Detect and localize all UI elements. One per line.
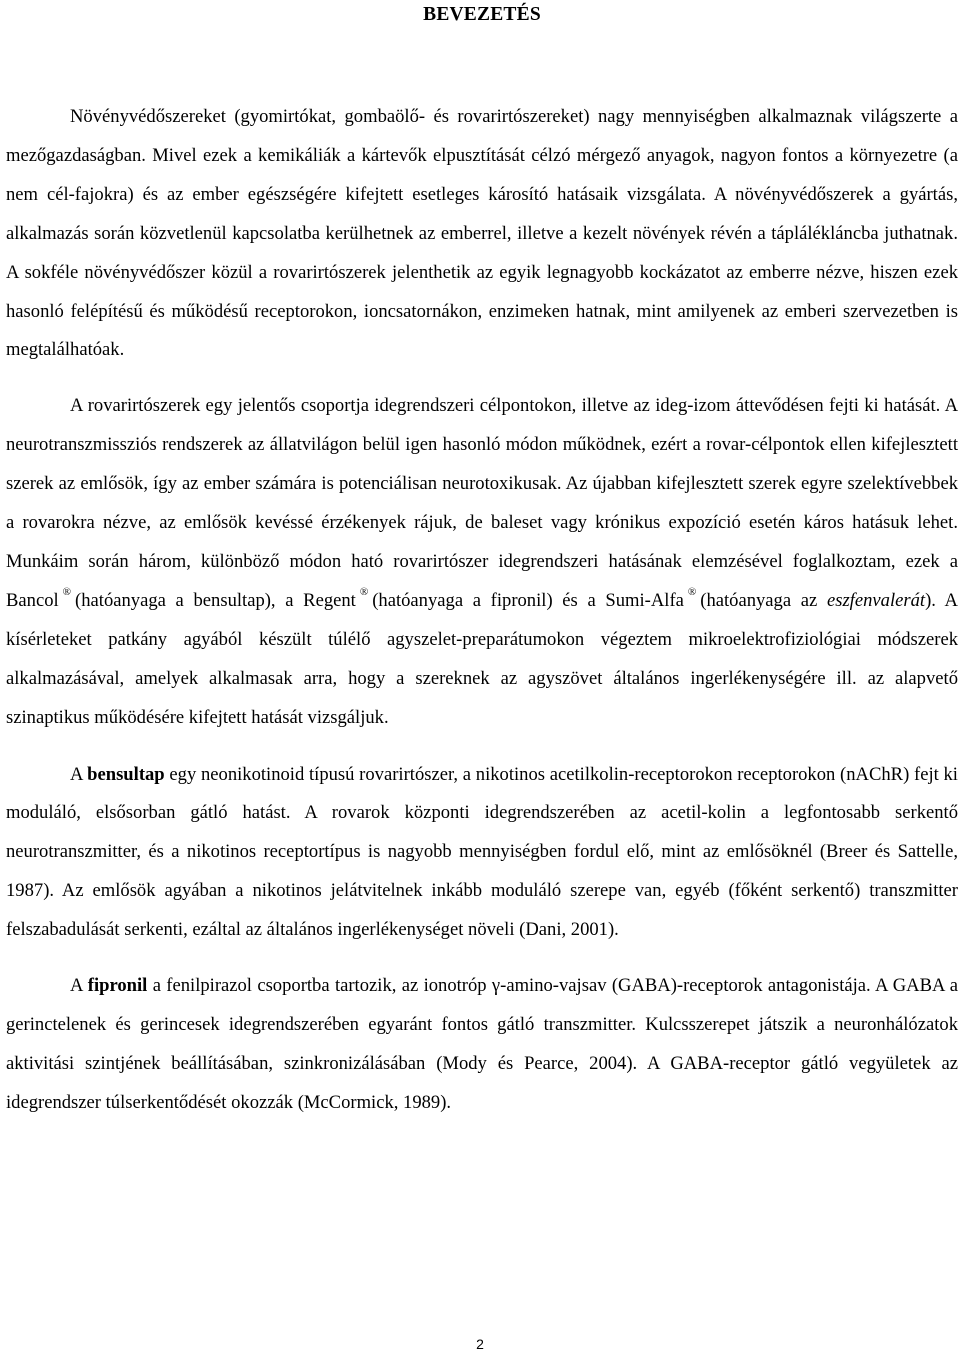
italic-term: eszfenvalerát [826, 589, 926, 611]
paragraph-insecticides [6, 387, 958, 737]
paragraph-lead: A [70, 763, 83, 785]
paragraph-text: (hatóanyaga a fipronil) és a Sumi-Alfa [372, 589, 684, 611]
paragraph-text: ). A kísérleteket patkány agyából készült túlélő agyszelet-preparátumokon végeztem mikroelektrofiziológiai módszerek alkalmazásával, amelyek alkalmasak arra, hogy a szereknek az agyszövet általános ingerlékenységére ill. az alapvető szinaptikus működésére kifejtett hatását vizsgáljuk. [6, 589, 958, 728]
paragraph-fipronil [6, 967, 958, 1123]
registered-mark: ® [62, 585, 72, 598]
document-page [6, 0, 958, 1123]
page-title: BEVEZETÉS [423, 4, 541, 25]
paragraph-text: a fenilpirazol csoportba tartozik, az ionotróp γ-amino-vajsav (GABA)-receptorok antagonistája. A GABA a gerinctelenek és gerincesek idegrendszerében egyaránt fontos gátló transzmitter. Kulcsszerepet játszik a neuronhálózatok aktivitási szintjének beállításában, szinkronizálásában (Mody és Pearce, 2004). A GABA-receptor gátló vegyületek az idegrendszer túlserkentődését okozzák (McCormick, 1989). [6, 975, 958, 1113]
paragraph-text: (hatóanyaga a bensultap), a Regent [75, 589, 356, 611]
paragraph-bensultap [6, 756, 958, 951]
paragraph-intro: Növényvédőszereket (gyomirtókat, gombaölő- és rovarirtószereket) nagy mennyiségben alkalmaznak világszerte a mezőgazdaságban. Mivel ezek a kemikáliák a kártevők elpusztítását célzó mérgező anyagok, nagyon fontos a környezetre (a nem cél-fajokra) és az ember egészségére kifejtett esetleges károsító hatásaik vizsgálata. A növényvédőszerek a gyártás, alkalmazás során közvetlenül kapcsolatba kerülhetnek az emberrel, illetve a kezelt növények révén a táplálékláncba juthatnak. A sokféle növényvédőszer közül a rovarirtószerek jelenthetik az egyik legnagyobb kockázatot az emberre nézve, hiszen ezek hasonló felépítésű és működésű receptorokon, ioncsatornákon, enzimeken hatnak, mint amilyenek az emberi szervezetben is megtalálhatóak. [6, 106, 958, 361]
registered-mark: ® [359, 585, 369, 598]
paragraph-text: egy neonikotinoid típusú rovarirtószer, a nikotinos acetilkolin-receptorokon receptorokon (nAChR) fejt ki moduláló, elsősorban gátló hatást. A rovarok központi idegrendszerében az acetil-kolin a legfontosabb serkentő neurotranszmitter, és a nikotinos receptortípus is nagyobb mennyiségben fordul elő, mint az emlősöknél (Breer és Sattelle, 1987). Az emlősök agyában a nikotinos jelátvitelnek inkább moduláló szerepe van, egyéb (főként serkentő) transzmitter felszabadulását serkenti, ezáltal az általános ingerlékenységet növeli (Dani, 2001). [6, 763, 958, 941]
paragraph-text: A rovarirtószerek egy jelentős csoportja idegrendszeri célpontokon, illetve az ideg-izom áttevődésen fejti ki hatását. A neurotranszmissziós rendszerek az állatvilágon belül igen hasonló módon működnek, ezért a rovar-célpontok ellen kifejlesztett szerek az emlősök, így az ember számára is potenciálisan neurotoxikusak. Az újabban kifejlesztett szerek egyre szelektívebbek a rovarokra nézve, az emlősök kevéssé érzékenyek rájuk, de baleset vagy krónikus expozíció esetén káros hatásuk lehet. Munkáim során három, különböző módon ható rovarirtószer idegrendszeri hatásának elemzésével foglalkoztam, ezek a Bancol [6, 395, 958, 611]
bold-term: bensultap [87, 763, 165, 785]
page-number: 2 [476, 1336, 484, 1352]
registered-mark: ® [687, 585, 697, 598]
bold-term: fipronil [87, 975, 148, 997]
paragraph-text: (hatóanyaga az [700, 589, 818, 611]
paragraph-lead: A [70, 975, 83, 997]
